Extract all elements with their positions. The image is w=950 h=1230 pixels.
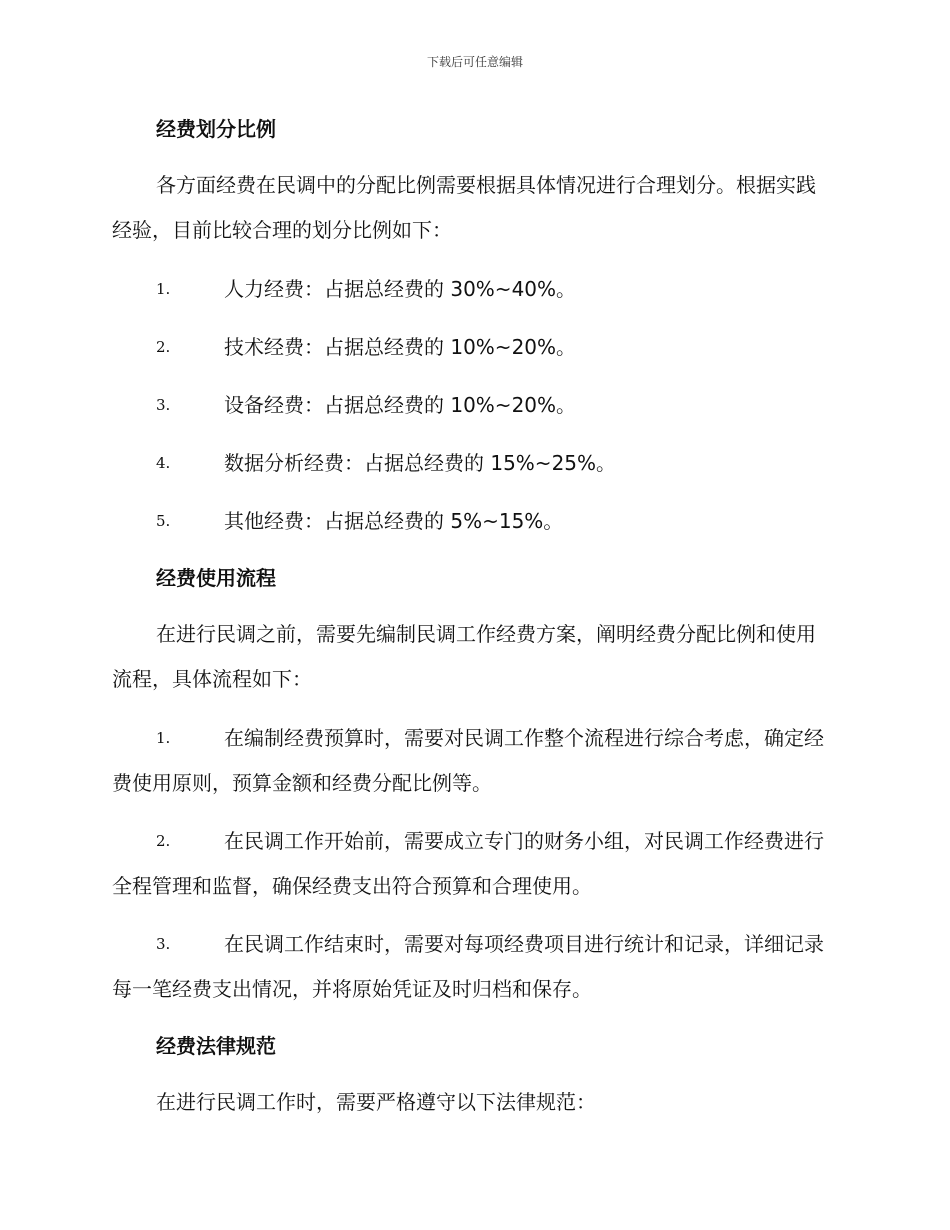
list-item xyxy=(112,716,834,806)
section-intro-paragraph: 在进行民调之前，需要先编制民调工作经费方案，阐明经费分配比例和使用流程，具体流程如下： xyxy=(112,622,816,691)
page-header: 下载后可任意编辑 xyxy=(426,55,523,69)
list-item xyxy=(112,383,834,428)
list-item-text: 技术经费：占据总经费的 10%~20%。 xyxy=(224,335,577,359)
list-item-number: 4. xyxy=(156,454,171,472)
document-body xyxy=(112,108,834,1125)
section-heading-usage-process: 经费使用流程 xyxy=(156,566,276,590)
list-item xyxy=(112,441,834,486)
list-item-number: 3. xyxy=(156,935,171,953)
list-item xyxy=(112,499,834,544)
list-item-number: 2. xyxy=(156,832,171,850)
list-item-number: 1. xyxy=(156,729,171,747)
list-item-text: 在民调工作开始前，需要成立专门的财务小组，对民调工作经费进行全程管理和监督，确保经费支出符合预算和合理使用。 xyxy=(112,829,824,898)
list-item-text: 在编制经费预算时，需要对民调工作整个流程进行综合考虑，确定经费使用原则，预算金额和经费分配比例等。 xyxy=(112,726,824,795)
list-item xyxy=(112,325,834,370)
section-intro-paragraph: 在进行民调工作时，需要严格遵守以下法律规范： xyxy=(156,1090,596,1114)
list-item-number: 3. xyxy=(156,396,171,414)
list-item xyxy=(112,819,834,909)
list-item-text: 人力经费：占据总经费的 30%~40%。 xyxy=(224,277,577,301)
section-heading-legal-norms: 经费法律规范 xyxy=(156,1034,276,1058)
list-item-text: 数据分析经费：占据总经费的 15%~25%。 xyxy=(224,451,617,475)
list-item-text: 其他经费：占据总经费的 5%~15%。 xyxy=(224,509,564,533)
list-item-number: 2. xyxy=(156,338,171,356)
list-item-number: 1. xyxy=(156,280,171,298)
list-item-text: 在民调工作结束时，需要对每项经费项目进行统计和记录，详细记录每一笔经费支出情况，并将原始凭证及时归档和保存。 xyxy=(112,932,824,1001)
list-item xyxy=(112,267,834,312)
list-item-number: 5. xyxy=(156,512,171,530)
section-heading-funding-ratio: 经费划分比例 xyxy=(156,117,276,141)
section-intro-paragraph: 各方面经费在民调中的分配比例需要根据具体情况进行合理划分。根据实践经验，目前比较合理的划分比例如下： xyxy=(112,173,816,242)
list-item-text: 设备经费：占据总经费的 10%~20%。 xyxy=(224,393,577,417)
list-item xyxy=(112,922,834,1012)
